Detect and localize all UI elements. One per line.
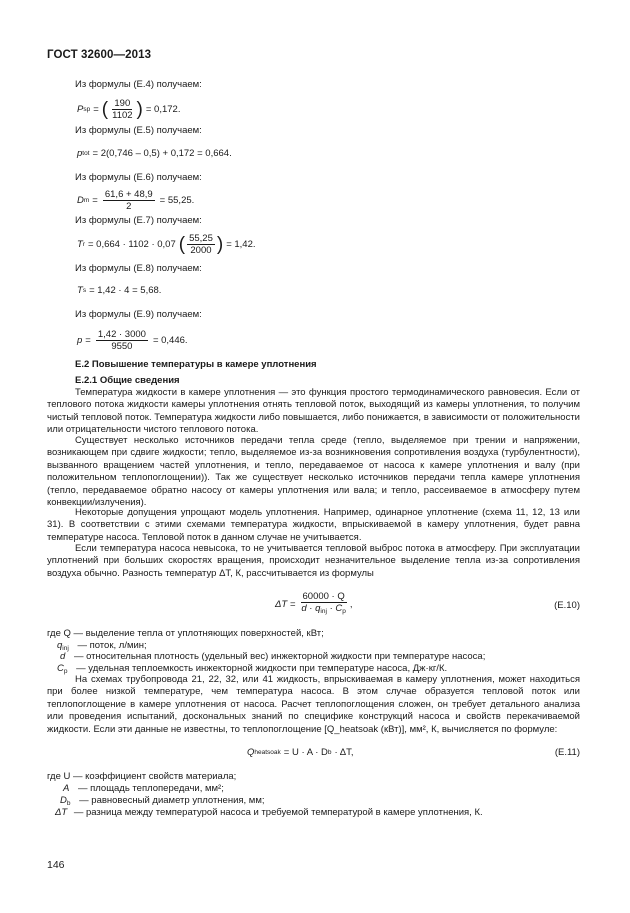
numerator: 61,6 + 48,9 — [104, 189, 153, 200]
where-symbol: где Q — [47, 628, 71, 639]
where-text: — удельная теплоемкость инжекторной жидкости при температуре насоса, Дж·кг/К. — [76, 663, 448, 674]
formula-psp: P sp = ( $\frac{190}{1102}$ ) = 0,172. — [77, 98, 181, 121]
paragraph: Если температура насоса невысока, то не учитывается тепловой выброс потока в атмосферу. При эксплуатации уплотнений при больших скоростях вращения, происходит незначительное выделение тепла из-за сопротивления воздуха обычно. Разность температур ΔT, К, рассчитывается из формулы — [47, 543, 580, 579]
equation-e11 — [247, 747, 354, 758]
formula-sub: tot — [82, 150, 90, 157]
formula-result: = 0,446. — [152, 335, 188, 346]
numerator: 190 — [114, 98, 131, 109]
formula-body: = 1,42 · 4 = 5,68. — [89, 285, 162, 296]
formula-var: Q — [247, 747, 255, 758]
formula-body: = U · A · D — [283, 747, 328, 758]
formula-sub: b — [327, 749, 332, 756]
formula-intro-e9: Из формулы (Е.9) получаем: — [75, 309, 202, 320]
fraction — [187, 233, 215, 256]
fraction — [103, 189, 155, 212]
where-text: — относительная плотность (удельный вес) инжекторной жидкости при температуре насоса; — [73, 651, 486, 662]
den-q-sub: inj — [320, 608, 327, 615]
where-item — [55, 807, 483, 818]
formula-var: p — [77, 335, 83, 346]
formula-intro-e5: Из формулы (Е.5) получаем: — [75, 125, 202, 136]
den-c: C — [335, 603, 343, 614]
denominator: $d \cdot q_{inj} \cdot C_p$ — [301, 603, 346, 615]
formula-var: T — [77, 285, 83, 296]
where-sub: b — [66, 800, 71, 807]
formula-p: p = $\frac{1,42 \cdot 3000}{9550}$ = 0,446. — [77, 329, 188, 352]
formula-body: = 2(0,746 – 0,5) + 0,172 = 0,664. — [92, 148, 232, 159]
denominator: 2 — [126, 201, 132, 212]
formula-tail: , — [349, 598, 353, 610]
formula-sub: sp — [83, 106, 91, 113]
formula-var: p — [77, 148, 83, 159]
equation-e10 — [275, 591, 353, 617]
paragraph: Температура жидкости в камере уплотнения — это функция простого термодинамического равновесия. Если от теплового потока жидкости камеры уплотнения отнять тепловой поток, выходящий из камеры уплотнения, то получим чистый тепловой поток. Температура жидкости либо повышается, либо понижается, в зависимости от положительности или отрицательности чистого теплового потока. — [47, 387, 580, 436]
paragraph: На схемах трубопровода 21, 22, 32, или 41 жидкость, впрыскиваемая в камеру уплотнения, может находиться при более низкой температуре, чем температура насоса. В этом случае образуется тепловой поток или теплопоглощение в камере уплотнения от насоса. Расчет теплопоглощения сложен, он требует детального анализа или проведения испытаний, доскональных знаний по специфике конструкций насоса и свойств перекачиваемой жидкости. Если эти данные не известны, то теплопоглощение [Q_heatsoak (кВт)], мм², К, вычисляется по формуле: — [47, 674, 580, 735]
denominator: 1102 — [112, 110, 133, 121]
formula-result: = 55,25. — [159, 195, 195, 206]
section-heading: Е.2 Повышение температуры в камере уплотнения — [75, 359, 317, 370]
den-q: q — [315, 603, 321, 614]
where-item — [60, 651, 485, 662]
where-text: — выделение тепла от уплотняющих поверхностей, кВт; — [73, 628, 324, 639]
equation-number-e10: (Е.10) — [554, 600, 580, 611]
formula-dm: D m = $\frac{61,6 + 48,9}{2}$ = 55,25. — [77, 189, 195, 212]
fraction — [96, 329, 148, 352]
subsection-heading: Е.2.1 Общие сведения — [75, 375, 180, 386]
formula-var: ΔT = — [275, 598, 296, 610]
where-symbol: где U — [47, 771, 71, 782]
where-symbol: d — [60, 651, 66, 662]
where-item — [47, 628, 324, 639]
formula-result: = 0,172. — [145, 104, 181, 115]
formula-ts — [77, 285, 161, 296]
formula-intro-e7: Из формулы (Е.7) получаем: — [75, 215, 202, 226]
where-sub: p — [63, 668, 68, 675]
fraction — [299, 591, 348, 617]
where-text: — коэффициент свойств материала; — [73, 771, 237, 782]
den-d: d — [301, 603, 307, 614]
numerator: 60000 · Q — [302, 591, 345, 602]
where-text: — площадь теплопередачи, мм²; — [77, 783, 224, 794]
paragraph: Существует несколько источников передачи тепла среде (тепло, выделяемое при трении и напряжении, возникающем при сдвиге жидкости; тепло, выделяемое из-за возникновения сопротивления воздуха (турбулентности), вызванного вращением частей уплотнения, и тепло, передаваемое от насоса к камере уплотнения и валу (при положительном теплопоглощении)). Так же существует несколько источников передачи тепла камере уплотнения (тепло, передаваемое обратно насосу от камеры уплотнения или вала; и тепло, рассеиваемое в атмосферу путем конвекции/излучения). — [47, 435, 580, 509]
where-text: — равновесный диаметр уплотнения, мм; — [79, 795, 265, 806]
document-header: ГОСТ 32600—2013 — [47, 49, 152, 61]
where-symbol: C — [57, 663, 64, 674]
formula-sub: r — [82, 241, 85, 248]
fraction — [110, 98, 134, 121]
page-number: 146 — [47, 859, 65, 871]
where-symbol: D — [60, 795, 67, 806]
formula-sub: m — [83, 197, 90, 204]
formula-var: D — [77, 195, 84, 206]
formula-intro-e8: Из формулы (Е.8) получаем: — [75, 263, 202, 274]
denominator: 9550 — [111, 341, 133, 352]
where-symbol: q — [57, 640, 63, 651]
formula-var: T — [77, 239, 83, 250]
numerator: 55,25 — [189, 233, 213, 244]
formula-tr: T r = 0,664 · 1102 · 0,07 ( $\frac{55,25}{2000}$ ) = 1,42. — [77, 233, 256, 256]
numerator: 1,42 · 3000 — [97, 329, 146, 340]
formula-intro-e6: Из формулы (Е.6) получаем: — [75, 172, 202, 183]
denominator: 2000 — [190, 245, 212, 256]
formula-body: = 0,664 · 1102 · 0,07 — [87, 239, 176, 250]
formula-ptot — [77, 148, 232, 159]
where-item — [60, 795, 265, 807]
where-text: — поток, л/мин; — [77, 640, 147, 651]
where-symbol: ΔT — [55, 807, 68, 818]
equation-number-e11: (Е.11) — [554, 747, 580, 758]
formula-sub: s — [82, 287, 87, 294]
formula-result: = 1,42. — [226, 239, 256, 250]
where-sub: inj — [62, 645, 69, 652]
formula-sub: heatsoak — [254, 749, 281, 756]
where-item — [63, 783, 224, 794]
formula-intro-e4: Из формулы (Е.4) получаем: — [75, 79, 202, 90]
where-item — [47, 771, 236, 782]
where-text: — разница между температурой насоса и требуемой температурой в камере уплотнения, К. — [73, 807, 483, 818]
where-symbol: A — [63, 783, 70, 794]
den-c-sub: p — [342, 608, 346, 615]
formula-var: P — [77, 104, 84, 115]
paragraph: Некоторые допущения упрощают модель уплотнения. Например, одинарное уплотнение (схема 11, 12, 13 или 31). В соответствии с этими схемами температура жидкости, впрыскиваемой в камеру уплотнения, будет равна температуре насоса. Тепловой поток в данном случае не учитывается. — [47, 507, 580, 543]
formula-tail: · ΔT, — [334, 747, 354, 758]
